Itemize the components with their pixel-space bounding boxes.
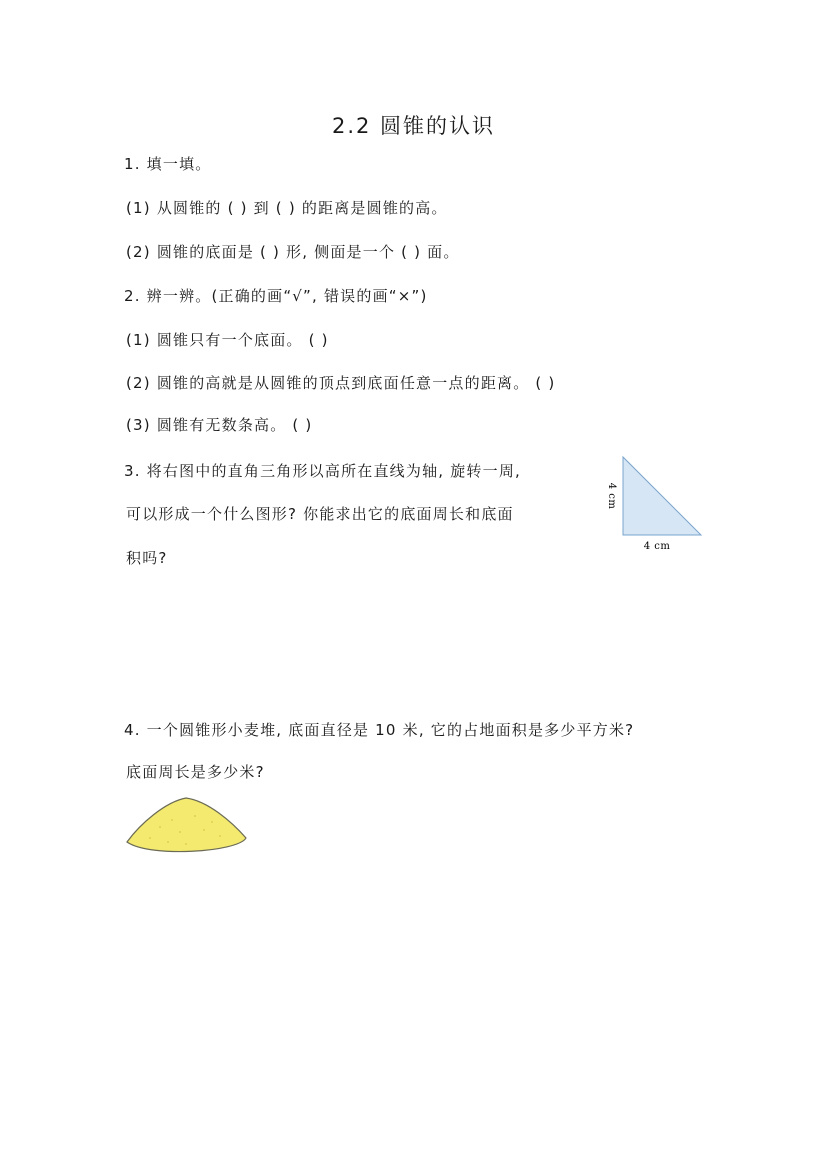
right-triangle-shape — [623, 457, 701, 535]
section1-question1: (1) 从圆锥的 ( ) 到 ( ) 的距离是圆锥的高。 — [126, 199, 448, 217]
section3-line1: 3. 将右图中的直角三角形以高所在直线为轴, 旋转一周, — [124, 462, 521, 480]
section4-line1: 4. 一个圆锥形小麦堆, 底面直径是 10 米, 它的占地面积是多少平方米? — [124, 721, 635, 739]
section3-line2: 可以形成一个什么图形? 你能求出它的底面周长和底面 — [126, 505, 514, 523]
section2-question2: (2) 圆锥的高就是从圆锥的顶点到底面任意一点的距离。 ( ) — [126, 374, 556, 392]
triangle-base-label: 4 cm — [643, 541, 671, 552]
section1-heading: 1. 填一填。 — [124, 155, 212, 173]
wheat-pile-figure — [120, 792, 252, 862]
section2-question3: (3) 圆锥有无数条高。 ( ) — [126, 416, 313, 434]
right-triangle-figure — [600, 450, 710, 560]
section4-line2: 底面周长是多少米? — [126, 763, 265, 781]
section2-heading: 2. 辨一辨。(正确的画“√”, 错误的画“×”) — [124, 287, 428, 305]
section1-question2: (2) 圆锥的底面是 ( ) 形, 侧面是一个 ( ) 面。 — [126, 243, 460, 261]
triangle-height-label: 4 cm — [606, 482, 617, 510]
section2-question1: (1) 圆锥只有一个底面。 ( ) — [126, 331, 329, 349]
section3-line3: 积吗? — [126, 549, 168, 567]
page-title: 2.2 圆锥的认识 — [331, 114, 496, 138]
